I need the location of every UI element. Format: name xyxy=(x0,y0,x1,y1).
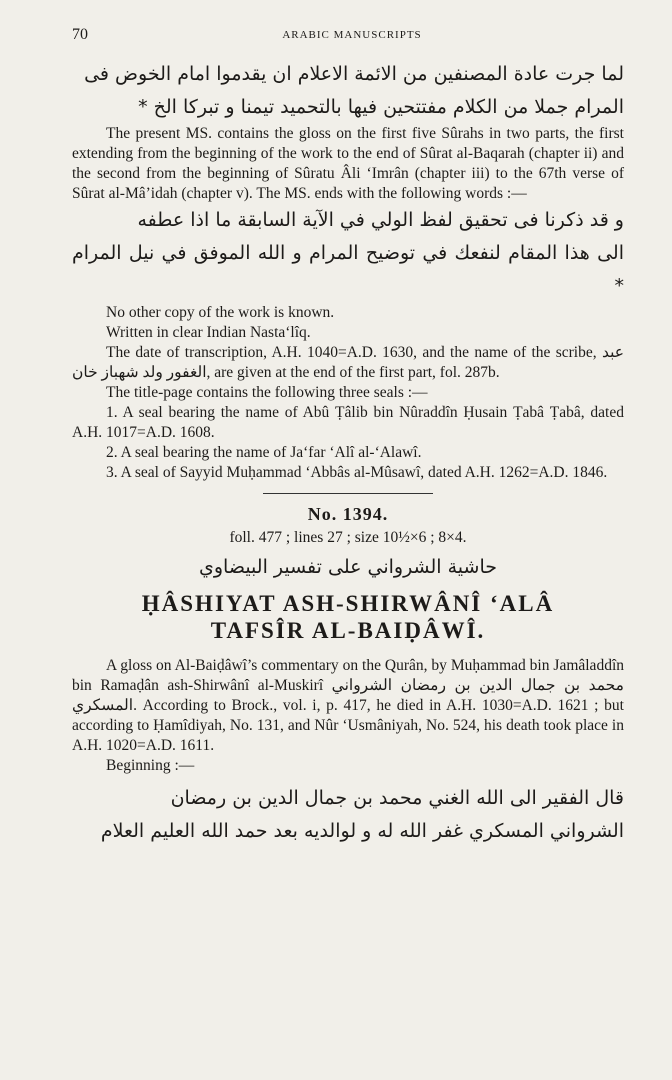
section-divider xyxy=(263,493,433,494)
seal-item: 2. A seal bearing the name of Ja‘far ‘Alî al-‘Alawî. xyxy=(106,444,422,461)
arabic-beginning-line-2: الشرواني المسكري غفر الله له و لوالديه بعد حمد الله العليم العلام xyxy=(100,820,624,842)
seal-item: 3. A seal of Sayyid Muḥammad ‘Abbâs al-Mûsawî, dated A.H. 1262=A.D. 1846. xyxy=(106,464,608,481)
work-title xyxy=(72,590,624,644)
arabic-ending-line-2: الى هذا المقام لنفعك في توضيح المرام و الله الموفق في نيل المرام * xyxy=(72,242,624,297)
entry-metadata: foll. 477 ; lines 27 ; size 10½×6 ; 8×4. xyxy=(229,529,467,546)
page-number: 70 xyxy=(72,26,88,43)
ms-contents-paragraph: The present MS. contains the gloss on the first five Sûrahs in two parts, the first extending from the beginning of the work to the end of Sûrat al-Baqarah (chapter ii) and the second from the beginning of Sûratu Âli ‘Imrân (chapter iii) to the 67th verse of Sûrat al-Mâ’idah (chapter v). The MS. ends with the following words :— xyxy=(72,125,624,202)
seal-item: 1. A seal bearing the name of Abû Ṭâlib bin Nûraddîn Ḥusain Ṭabâ Ṭabâ, dated A.H. 1017=A.D. 1608. xyxy=(72,404,624,441)
seals-intro: The title-page contains the following three seals :— xyxy=(106,384,428,401)
page-header xyxy=(72,26,632,48)
no-other-copy: No other copy of the work is known. xyxy=(106,304,335,321)
transcription-date: The date of transcription, A.H. 1040=A.D. 1630, and the name of the scribe, عبد الغفور ولد شهباز خان, are given at the end of the first part, fol. 287b. xyxy=(72,344,624,381)
arabic-opening-line-2: المرام جملا من الكلام مفتتحين فيها بالتحميد تيمنا و تبركا الخ * xyxy=(138,96,624,118)
entry-number: No. 1394. xyxy=(307,504,389,524)
work-description: A gloss on Al-Baiḍâwî’s commentary on the Qurân, by Muḥammad bin Jamâladdîn bin Ramaḍân ash-Shirwânî al-Muskirî محمد بن جمال الدين بن رمضان الشرواني المسكري. According to Brock., vol. i, p. 417, he died in A.H. 1030=A.D. 1621 ; but according to Ḥamîdiyah, No. 131, and Nûr ‘Usmâniyah, No. 524, his death took place in A.H. 1020=A.D. 1611. xyxy=(72,657,624,754)
page-body xyxy=(72,58,624,848)
arabic-title: حاشية الشرواني على تفسير البيضاوي xyxy=(199,556,497,578)
running-head: ARABIC MANUSCRIPTS xyxy=(282,29,422,41)
beginning-label: Beginning :— xyxy=(106,757,195,774)
arabic-ending-line-1: و قد ذكرنا فى تحقيق لفظ الولي في الآية السابقة ما اذا عطفه xyxy=(137,209,624,231)
arabic-opening-line-1: لما جرت عادة المصنفين من الائمة الاعلام ان يقدموا امام الخوض فى xyxy=(84,63,624,85)
work-title-line-2: TAFSÎR AL-BAIḌÂWÎ. xyxy=(210,618,486,643)
script-note: Written in clear Indian Nasta‘lîq. xyxy=(106,324,311,341)
arabic-beginning-line-1: قال الفقير الى الله الغني محمد بن جمال الدين بن رمضان xyxy=(170,787,624,809)
work-title-line-1: ḤÂSHIYAT ASH-SHIRWÂNÎ ‘ALÂ xyxy=(141,591,555,616)
